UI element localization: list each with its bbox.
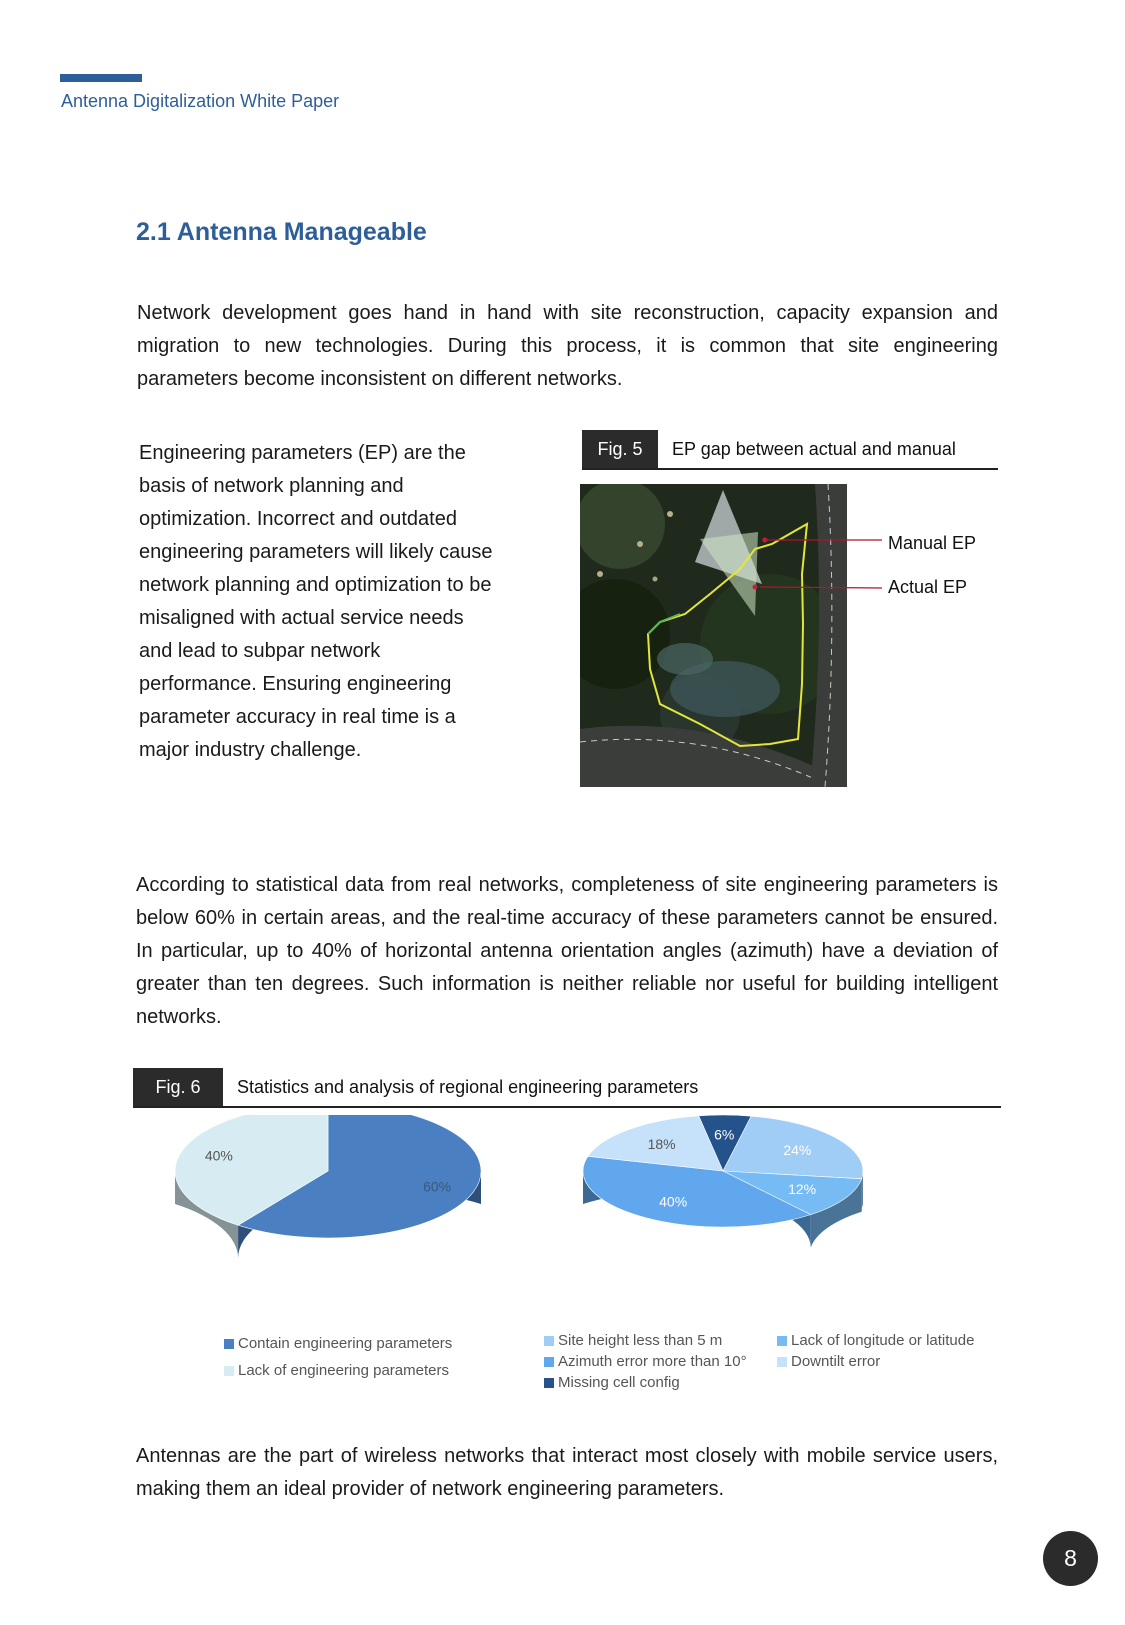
pie1-legend-swatch-1: [224, 1366, 234, 1376]
pie1-legend-item-1: [224, 1362, 449, 1379]
pie1-legend-label-0: Contain engineering parameters: [238, 1335, 453, 1352]
section-heading: 2.1 Antenna Manageable: [136, 218, 427, 246]
satellite-image-drawing: [580, 484, 847, 787]
pie2-legend-label-2: Lack of longitude or latitude: [791, 1332, 975, 1349]
pie1-label-1: 40%: [204, 1147, 233, 1164]
fig5-callout-lines: [760, 538, 890, 598]
satellite-image: [580, 484, 847, 787]
pie2-legend-item-4: [777, 1353, 880, 1370]
pie2-legend-label-4: Downtilt error: [791, 1353, 881, 1370]
actual-ep-label: Actual EP: [888, 577, 968, 597]
pie2-label-1: 24%: [783, 1142, 812, 1159]
pie2-legend-swatch-0: [544, 1378, 554, 1388]
pie2-legend-swatch-4: [777, 1357, 787, 1367]
fig5-tag: Fig. 5: [582, 430, 658, 468]
fig6-tag: Fig. 6: [133, 1068, 223, 1106]
pie2-legend-label-0: Missing cell config: [558, 1374, 680, 1391]
statistics-paragraph: According to statistical data from real networks, completeness of site engineering parameters is below 60% in certain areas, and the real-time accuracy of these parameters cannot be ensured. In particular, up to 40% of horizontal antenna orientation angles (azimuth) have a deviation of greater than ten degrees. Such information is neither reliable nor useful for building intelligent networks.: [136, 874, 998, 1028]
pie2-legend: [544, 1332, 1004, 1402]
fig6-header: [133, 1068, 1001, 1108]
pie2-legend-label-1: Site height less than 5 m: [558, 1332, 723, 1349]
pie2-legend-swatch-2: [777, 1336, 787, 1346]
pie1-legend-item-0: [224, 1335, 452, 1352]
pie2-label-3: 40%: [659, 1193, 688, 1210]
pie2-label-4: 18%: [647, 1136, 676, 1153]
page-number: 8: [1043, 1531, 1098, 1586]
pie2-legend-item-1: [544, 1332, 722, 1349]
manual-ep-label: Manual EP: [888, 533, 977, 553]
pie2-legend-item-0: [544, 1374, 680, 1391]
fig6-caption: Statistics and analysis of regional engineering parameters: [237, 1076, 699, 1097]
closing-paragraph: Antennas are the part of wireless networks that interact most closely with mobile service users, making them an ideal provider of network engineering parameters.: [136, 1445, 998, 1500]
pie1-legend: [224, 1335, 484, 1395]
pie2-label-2: 12%: [788, 1180, 817, 1197]
pie1-legend-label-1: Lack of engineering parameters: [238, 1362, 449, 1379]
document-title: Antenna Digitalization White Paper: [61, 91, 340, 111]
actual-ep-marker: [753, 585, 758, 590]
pie1-label-0: 60%: [423, 1178, 452, 1195]
pie1-legend-swatch-0: [224, 1339, 234, 1349]
intro-paragraph: Network development goes hand in hand with site reconstruction, capacity expansion and migration to new technologies. During this process, it is common that site engineering parameters become inconsistent on different networks.: [137, 302, 998, 390]
pie2-legend-swatch-3: [544, 1357, 554, 1367]
header-accent-bar: [60, 74, 142, 82]
fig5-header: [582, 430, 998, 470]
pie2-legend-label-3: Azimuth error more than 10°: [558, 1353, 747, 1370]
pie2-label-0: 6%: [714, 1126, 735, 1143]
pie2-legend-swatch-1: [544, 1336, 554, 1346]
ep-paragraph: Engineering parameters (EP) are the basis of network planning and optimization. Incorrect and outdated engineering parameters will likely cause network planning and optimization to be misaligned with actual service needs and lead to subpar network performance. Ensuring engineering parameter accuracy in real time is a major industry challenge.: [139, 442, 493, 761]
fig6-pie-charts: [150, 1115, 1010, 1335]
pie2-legend-item-3: [544, 1353, 747, 1370]
pie2-legend-item-2: [777, 1332, 974, 1349]
fig5-caption: EP gap between actual and manual: [672, 438, 956, 459]
